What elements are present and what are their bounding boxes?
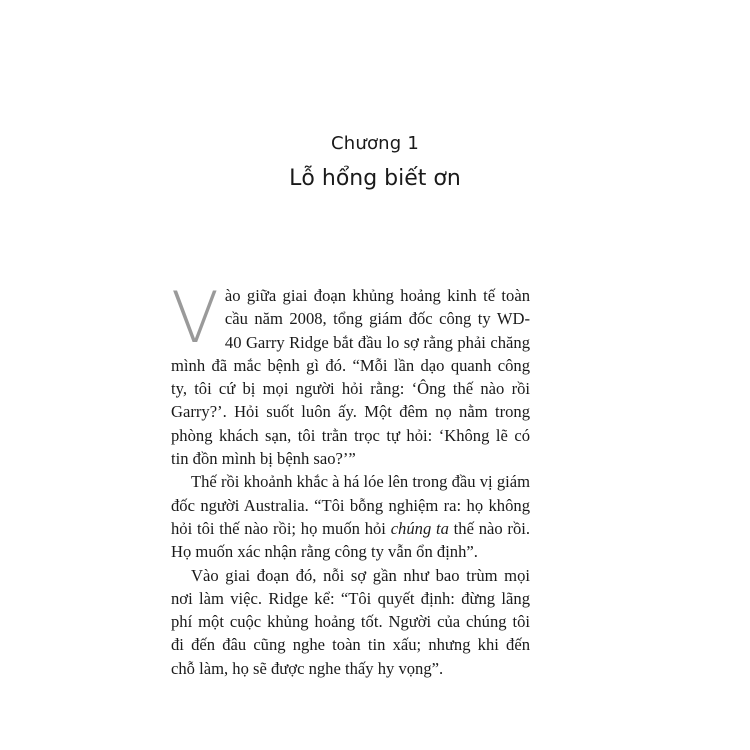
chapter-title: Lỗ hổng biết ơn: [289, 166, 461, 191]
chapter-number: Chương 1: [330, 133, 419, 154]
text-line: 40 Garry Ridge bắt đầu lo sợ rằng phải chăng: [224, 332, 530, 352]
text-line: chỗ làm, họ sẽ được nghe thấy hy vọng”.: [171, 658, 444, 678]
text-line: nơi làm việc. Ridge kể: “Tôi quyết định: đừng lãng: [171, 588, 530, 608]
paragraph-1: [171, 277, 530, 470]
text-line: ty, tôi cứ bị mọi người hỏi rằng: ‘Ông thế nào rồi: [171, 379, 530, 399]
text-line: phòng khách sạn, tôi trằn trọc tự hỏi: ‘Không lẽ có: [171, 425, 530, 445]
drop-cap: V: [171, 277, 219, 359]
text-line: Garry?’. Hỏi suốt luôn ấy. Một đêm nọ nằm trong: [171, 402, 530, 422]
text-line: đi đến đâu cũng nghe toàn tin xấu; nhưng khi đến: [171, 635, 530, 655]
paragraph-2: [171, 470, 530, 563]
text-line: mình đã mắc bệnh gì đó. “Mỗi lần dạo quanh công: [171, 355, 530, 375]
chapter-body: [171, 277, 531, 680]
emphasis-text: chúng ta: [390, 518, 449, 538]
paragraph-3: [171, 564, 530, 680]
text-fragment: thế nào rồi.: [448, 518, 531, 538]
text-line: phí một cuộc khủng hoảng tốt. Người của chúng tôi: [171, 612, 530, 632]
text-line: Thế rồi khoảnh khắc à há lóe lên trong đầu vị giám: [191, 472, 530, 492]
text-line: Họ muốn xác nhận rằng công ty vẫn ổn định”.: [171, 542, 478, 562]
text-line: đốc người Australia. “Tôi bỗng nghiệm ra: họ không: [171, 495, 530, 515]
text-line: Vào giai đoạn đó, nỗi sợ gần như bao trùm mọi: [191, 565, 530, 585]
text-fragment: hỏi tôi thế nào rồi; họ muốn hỏi: [171, 518, 391, 538]
text-line: [171, 517, 530, 540]
text-line: ào giữa giai đoạn khủng hoảng kinh tế toàn: [224, 286, 530, 305]
text-line: cầu năm 2008, tổng giám đốc công ty WD-: [224, 309, 530, 329]
text-line: tin đồn mình bị bệnh sao?’”: [171, 449, 356, 469]
